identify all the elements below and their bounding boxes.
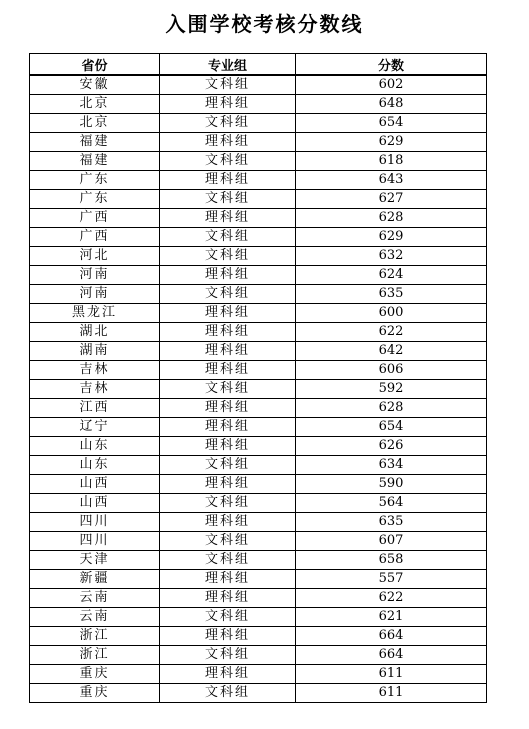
- table-row: [30, 171, 487, 190]
- cell-province: 江西: [30, 399, 160, 418]
- cell-group: 理科组: [160, 95, 296, 114]
- table-row: [30, 228, 487, 247]
- cell-score: 628: [296, 209, 487, 228]
- cell-score: 634: [296, 456, 487, 475]
- cell-group: 文科组: [160, 152, 296, 171]
- cell-score: 627: [296, 190, 487, 209]
- table-row: [30, 152, 487, 171]
- table-header-row: [30, 54, 487, 76]
- cell-group: 理科组: [160, 570, 296, 589]
- table-row: [30, 437, 487, 456]
- table-row: [30, 551, 487, 570]
- cell-group: 文科组: [160, 228, 296, 247]
- cell-province: 山东: [30, 456, 160, 475]
- table-row: [30, 475, 487, 494]
- table-row: [30, 133, 487, 152]
- cell-group: 文科组: [160, 646, 296, 665]
- table-row: [30, 95, 487, 114]
- cell-score: 611: [296, 684, 487, 703]
- table-row: [30, 494, 487, 513]
- cell-group: 文科组: [160, 247, 296, 266]
- header-group: 专业组: [160, 54, 296, 76]
- cell-group: 理科组: [160, 399, 296, 418]
- cell-score: 664: [296, 646, 487, 665]
- cell-group: 理科组: [160, 133, 296, 152]
- cell-group: 理科组: [160, 589, 296, 608]
- cell-province: 四川: [30, 513, 160, 532]
- cell-province: 重庆: [30, 665, 160, 684]
- cell-province: 福建: [30, 152, 160, 171]
- table-row: [30, 304, 487, 323]
- table-row: [30, 285, 487, 304]
- cell-province: 重庆: [30, 684, 160, 703]
- cell-score: 648: [296, 95, 487, 114]
- cell-province: 浙江: [30, 627, 160, 646]
- table-row: [30, 380, 487, 399]
- cell-province: 浙江: [30, 646, 160, 665]
- cell-province: 辽宁: [30, 418, 160, 437]
- table-row: [30, 247, 487, 266]
- table-row: [30, 646, 487, 665]
- cell-score: 590: [296, 475, 487, 494]
- cell-province: 安徽: [30, 75, 160, 95]
- cell-score: 643: [296, 171, 487, 190]
- cell-score: 664: [296, 627, 487, 646]
- table-row: [30, 190, 487, 209]
- cell-province: 湖南: [30, 342, 160, 361]
- cell-group: 理科组: [160, 418, 296, 437]
- cell-group: 文科组: [160, 456, 296, 475]
- cell-score: 629: [296, 133, 487, 152]
- cell-province: 吉林: [30, 361, 160, 380]
- cell-group: 理科组: [160, 361, 296, 380]
- cell-score: 629: [296, 228, 487, 247]
- header-score: 分数: [296, 54, 487, 76]
- table-row: [30, 209, 487, 228]
- cell-province: 山西: [30, 494, 160, 513]
- cell-province: 北京: [30, 114, 160, 133]
- cell-province: 广西: [30, 228, 160, 247]
- table-row: [30, 684, 487, 703]
- table-row: [30, 532, 487, 551]
- cell-province: 云南: [30, 589, 160, 608]
- table-row: [30, 361, 487, 380]
- cell-province: 新疆: [30, 570, 160, 589]
- table-row: [30, 513, 487, 532]
- cell-group: 理科组: [160, 513, 296, 532]
- cell-score: 632: [296, 247, 487, 266]
- cell-province: 山西: [30, 475, 160, 494]
- cell-score: 607: [296, 532, 487, 551]
- table-row: [30, 665, 487, 684]
- score-table: [29, 53, 487, 703]
- cell-province: 吉林: [30, 380, 160, 399]
- cell-score: 611: [296, 665, 487, 684]
- cell-group: 文科组: [160, 684, 296, 703]
- header-province: 省份: [30, 54, 160, 76]
- cell-group: 理科组: [160, 323, 296, 342]
- cell-score: 564: [296, 494, 487, 513]
- cell-score: 654: [296, 418, 487, 437]
- cell-score: 626: [296, 437, 487, 456]
- cell-score: 624: [296, 266, 487, 285]
- cell-province: 广东: [30, 171, 160, 190]
- cell-group: 文科组: [160, 532, 296, 551]
- cell-score: 642: [296, 342, 487, 361]
- cell-score: 654: [296, 114, 487, 133]
- cell-group: 理科组: [160, 266, 296, 285]
- table-row: [30, 418, 487, 437]
- cell-group: 文科组: [160, 75, 296, 95]
- cell-province: 四川: [30, 532, 160, 551]
- cell-province: 山东: [30, 437, 160, 456]
- cell-group: 理科组: [160, 627, 296, 646]
- cell-group: 文科组: [160, 551, 296, 570]
- cell-province: 北京: [30, 95, 160, 114]
- cell-group: 文科组: [160, 608, 296, 627]
- cell-group: 理科组: [160, 475, 296, 494]
- cell-score: 557: [296, 570, 487, 589]
- cell-province: 福建: [30, 133, 160, 152]
- cell-score: 622: [296, 323, 487, 342]
- cell-group: 文科组: [160, 494, 296, 513]
- table-row: [30, 608, 487, 627]
- cell-province: 云南: [30, 608, 160, 627]
- cell-province: 天津: [30, 551, 160, 570]
- cell-group: 文科组: [160, 190, 296, 209]
- table-row: [30, 75, 487, 95]
- cell-province: 黑龙江: [30, 304, 160, 323]
- cell-group: 文科组: [160, 114, 296, 133]
- table-row: [30, 627, 487, 646]
- cell-score: 622: [296, 589, 487, 608]
- page-title: 入围学校考核分数线: [165, 12, 364, 36]
- table-body: [30, 75, 487, 703]
- cell-score: 621: [296, 608, 487, 627]
- cell-province: 广东: [30, 190, 160, 209]
- cell-score: 628: [296, 399, 487, 418]
- cell-score: 600: [296, 304, 487, 323]
- table-row: [30, 266, 487, 285]
- cell-group: 理科组: [160, 209, 296, 228]
- table-row: [30, 399, 487, 418]
- cell-score: 635: [296, 285, 487, 304]
- cell-province: 广西: [30, 209, 160, 228]
- cell-province: 河北: [30, 247, 160, 266]
- table-row: [30, 570, 487, 589]
- cell-group: 理科组: [160, 665, 296, 684]
- table-row: [30, 456, 487, 475]
- cell-group: 文科组: [160, 380, 296, 399]
- cell-score: 592: [296, 380, 487, 399]
- cell-group: 文科组: [160, 285, 296, 304]
- table-row: [30, 342, 487, 361]
- table-row: [30, 323, 487, 342]
- cell-score: 658: [296, 551, 487, 570]
- table-row: [30, 589, 487, 608]
- cell-group: 理科组: [160, 437, 296, 456]
- cell-province: 河南: [30, 285, 160, 304]
- cell-score: 606: [296, 361, 487, 380]
- cell-score: 618: [296, 152, 487, 171]
- table-row: [30, 114, 487, 133]
- cell-group: 理科组: [160, 304, 296, 323]
- cell-group: 理科组: [160, 342, 296, 361]
- cell-province: 河南: [30, 266, 160, 285]
- cell-province: 湖北: [30, 323, 160, 342]
- cell-score: 635: [296, 513, 487, 532]
- cell-score: 602: [296, 75, 487, 95]
- cell-group: 理科组: [160, 171, 296, 190]
